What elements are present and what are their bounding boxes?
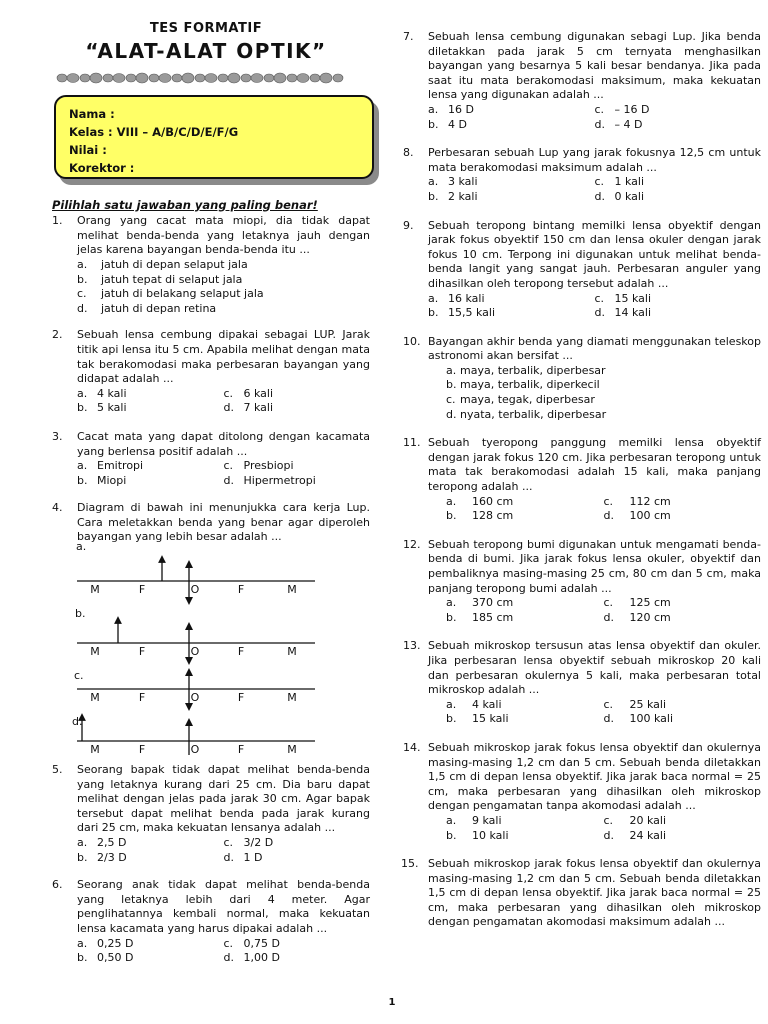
id-box-panel	[54, 95, 374, 179]
tick-m: M	[90, 645, 100, 659]
question-number: 6.	[52, 878, 63, 892]
option-c[interactable]: c. 125 cm	[603, 596, 671, 610]
option-a[interactable]: a. maya, terbalik, diperbesar	[446, 363, 606, 377]
option-b[interactable]: b. 5 kali	[77, 401, 127, 415]
tick-f: F	[237, 645, 245, 659]
tick-m: M	[90, 743, 100, 757]
diagram-label-d[interactable]: d.	[72, 715, 83, 729]
option-d[interactable]: d. 14 kali	[594, 306, 652, 320]
option-b[interactable]: b. 0,50 D	[77, 951, 134, 965]
tick-o: O	[190, 583, 200, 597]
option-b[interactable]: b. 185 cm	[446, 610, 514, 624]
page-number: 1	[388, 997, 396, 1008]
option-d[interactable]: d. Hipermetropi	[223, 473, 316, 487]
option-b[interactable]: b. 15,5 kali	[428, 306, 496, 320]
option-a[interactable]: a. 4 kali	[77, 386, 127, 400]
tick-o: O	[190, 645, 200, 659]
option-a[interactable]: a. 370 cm	[446, 596, 514, 610]
question-13	[403, 639, 761, 727]
option-a[interactable]: a. 4 kali	[446, 697, 502, 711]
option-a[interactable]: a. Emitropi	[77, 459, 144, 473]
option-a[interactable]: a. 160 cm	[446, 494, 514, 508]
option-c[interactable]: c. 1 kali	[594, 175, 645, 189]
question-14	[403, 741, 761, 843]
diagram-label-a[interactable]: a.	[76, 540, 87, 554]
class-field[interactable]: Kelas : VIII – A/B/C/D/E/F/G	[69, 124, 239, 139]
question-text: Bayangan akhir benda yang diamati menggunakan teleskop astronomi akan bersifat ...	[428, 334, 761, 363]
right-column	[403, 30, 761, 930]
score-field[interactable]: Nilai :	[69, 142, 107, 157]
option-a[interactable]: a. 3 kali	[428, 175, 478, 189]
question-text: Sebuah lensa cembung dipakai sebagai LUP. Jarak titik api lensa itu 5 cm. Apabila melihat dengan mata tak berakomodasi maka perbesaran bayangan yang didapat adalah ...	[77, 328, 370, 386]
question-6	[52, 878, 370, 966]
option-b[interactable]: b. maya, terbalik, diperkecil	[446, 378, 600, 392]
option-d[interactable]: d. jatuh di depan retina	[77, 301, 217, 315]
question-number: 7.	[403, 30, 414, 43]
option-c[interactable]: c. 0,75 D	[223, 936, 280, 950]
question-text: Sebuah teropong bumi digunakan untuk mengamati benda-benda di bumi. Jika jarak fokus lensa okuler, obyektif dan pembaliknya masing-masing 25 cm, 80 cm dan 5 cm, maka panjang teropong bumi adalah ...	[428, 537, 761, 595]
question-7	[403, 30, 761, 132]
question-11	[403, 436, 761, 524]
question-text: Diagram di bawah ini menunjukka cara kerja Lup. Cara meletakkan benda yang benar agar diperoleh bayangan yang lebih besar adalah ...	[77, 501, 370, 544]
answer-options	[428, 698, 761, 727]
option-d[interactable]: d. 24 kali	[603, 828, 667, 842]
question-number: 5.	[52, 763, 63, 777]
question-12	[403, 538, 761, 626]
option-d[interactable]: d. nyata, terbalik, diperbesar	[446, 407, 607, 421]
answer-options	[428, 292, 761, 321]
question-15	[403, 857, 761, 930]
answer-options	[77, 459, 370, 488]
question-number: 1.	[52, 214, 63, 228]
option-a[interactable]: a. 16 D	[428, 102, 474, 116]
question-text: Seorang anak tidak dapat melihat benda-benda yang letaknya lebih dari 4 meter. Agar penglihatannya kembali normal, maka kekuatan lensa kacamata yang harus dipakai adalah ...	[77, 878, 370, 935]
student-id-box	[54, 95, 382, 187]
question-number: 11.	[403, 436, 421, 450]
option-c[interactable]: c. Presbiopi	[223, 459, 294, 473]
option-a[interactable]: a. jatuh di depan selaput jala	[77, 257, 248, 271]
page-subtitle: TES FORMATIF	[149, 21, 263, 36]
option-a[interactable]: a. 16 kali	[428, 291, 485, 305]
option-d[interactable]: d. 1 D	[223, 850, 263, 864]
option-c[interactable]: c. 15 kali	[594, 291, 652, 305]
question-1	[52, 214, 370, 316]
tick-m: M	[287, 645, 297, 659]
option-d[interactable]: d. – 4 D	[594, 117, 643, 131]
question-number: 8.	[403, 146, 414, 160]
question-text: Perbesaran sebuah Lup yang jarak fokusnya 12,5 cm untuk mata berakomodasi maksimum adalah ...	[428, 146, 761, 174]
option-c[interactable]: c. jatuh di belakang selaput jala	[77, 287, 264, 301]
option-d[interactable]: d. 0 kali	[594, 189, 645, 203]
question-number: 15.	[401, 857, 419, 871]
option-c[interactable]: c. maya, tegak, diperbesar	[446, 393, 595, 407]
tick-o: O	[190, 691, 200, 705]
pebble-divider	[56, 71, 370, 85]
question-text: Sebuah mikroskop jarak fokus lensa obyektif dan okulernya masing-masing 1,2 cm dan 5 cm. Sebuah benda diletakkan 1,5 cm di depan lensa obyektif. Jika jarak baca normal = 25 cm, maka perbesaran yang dihasilkan oleh mikroskop dengan pengamatan akomodasi maksimum adalah ...	[428, 857, 761, 929]
tick-o: O	[190, 743, 200, 757]
tick-m: M	[287, 691, 297, 705]
option-c[interactable]: c. 25 kali	[603, 697, 667, 711]
question-number: 9.	[403, 218, 414, 232]
corrector-field[interactable]: Korektor :	[69, 160, 135, 175]
tick-m: M	[90, 583, 100, 597]
option-a[interactable]: a. 2,5 D	[77, 836, 127, 850]
question-number: 3.	[52, 429, 63, 443]
answer-options	[77, 937, 370, 966]
option-b[interactable]: b. 2 kali	[428, 189, 478, 203]
answer-options	[77, 387, 370, 416]
question-4	[52, 501, 370, 755]
question-10	[403, 335, 761, 423]
question-8	[403, 146, 761, 204]
name-field[interactable]: Nama :	[69, 106, 115, 121]
diagram-label-c[interactable]: c.	[74, 669, 84, 683]
option-d[interactable]: d. 100 kali	[603, 712, 674, 726]
option-d[interactable]: d. 100 cm	[603, 509, 671, 523]
instruction-text: Pilihlah satu jawaban yang paling benar!	[52, 197, 318, 212]
tick-m: M	[287, 583, 297, 597]
question-number: 12.	[403, 537, 421, 551]
question-text: Sebuah teropong bintang memilki lensa obyektif dengan jarak fokus obyektif 150 cm dan lensa okuler dengan jarak fokus 10 cm. Terpong ini digunakan untuk melihat benda-benda langit yang sangat jauh. Perbesaran anguler yang dihasilkan oleh teropong tersebut adalah ...	[428, 218, 761, 290]
question-text: Orang yang cacat mata miopi, dia tidak dapat melihat benda-benda yang letaknya jauh dengan jelas karena bayangan benda-benda itu ...	[77, 214, 370, 257]
question-number: 13.	[403, 639, 421, 653]
answer-options	[428, 596, 761, 625]
question-number: 10.	[403, 334, 421, 348]
question-number: 2.	[52, 328, 63, 342]
option-b[interactable]: b. 15 kali	[446, 712, 509, 726]
option-b[interactable]: b. 4 D	[428, 117, 467, 131]
diagram-label-b[interactable]: b.	[75, 607, 86, 621]
question-number: 4.	[52, 501, 63, 515]
option-b[interactable]: b. 10 kali	[446, 828, 509, 842]
question-text: Sebuah mikroskop tersusun atas lensa obyektif dan okuler. Jika perbesaran lensa obyektif sebuah mikroskop 20 kali dan perbesaran okulernya 5 kali, maka perbesaran total mikroskop adalah ...	[428, 639, 761, 697]
answer-options	[77, 258, 370, 316]
question-number: 14.	[403, 740, 421, 754]
page-title: “ALAT-ALAT OPTIK”	[85, 38, 327, 63]
question-text: Sebuah tyeropong panggung memilki lensa obyektif dengan jarak fokus 120 cm. Jika perbesaran teropong untuk mata tak berakomodasi adalah 15 kali, maka panjang teropong adalah ...	[428, 436, 761, 494]
answer-options	[428, 364, 761, 422]
answer-options	[428, 495, 761, 524]
question-2	[52, 328, 370, 416]
question-5	[52, 763, 370, 865]
option-c[interactable]: c. 20 kali	[603, 813, 667, 827]
question-text: Seorang bapak tidak dapat melihat benda-benda yang letaknya kurang dari 25 cm. Dia baru dapat melihat dengan jelas pada jarak 30 cm. Agar bapak tersebut dapat melihat benda pada jarak kurang dari 25 cm, maka kekuatan lensanya adalah ...	[77, 763, 370, 835]
tick-f: F	[138, 583, 146, 597]
option-b[interactable]: b. 2/3 D	[77, 850, 127, 864]
option-d[interactable]: d. 120 cm	[603, 610, 671, 624]
option-a[interactable]: a. 9 kali	[446, 813, 502, 827]
answer-options	[77, 836, 370, 865]
option-d[interactable]: d. 7 kali	[223, 401, 274, 415]
lens-diagram	[72, 540, 377, 757]
tick-m: M	[287, 743, 297, 757]
option-c[interactable]: c. 6 kali	[223, 386, 274, 400]
lens-diagram-svg	[77, 545, 377, 755]
left-column	[52, 22, 370, 966]
option-c[interactable]: c. – 16 D	[594, 102, 650, 116]
answer-options	[428, 175, 761, 204]
answer-options	[428, 103, 761, 132]
question-9	[403, 219, 761, 321]
option-b[interactable]: b. 128 cm	[446, 509, 514, 523]
question-text: Sebuah lensa cembung digunakan sebagi Lup. Jika benda diletakkan pada jarak 5 cm ternyata menghasilkan bayangan yang besarnya 5 kali besar bendanya. Jika pada saat itu mata berakomodasi maksimum, maka kekuatan lensa yang digunakan adalah ...	[428, 30, 761, 102]
answer-options	[428, 814, 761, 843]
option-b[interactable]: b. jatuh tepat di selaput jala	[77, 272, 243, 286]
tick-f: F	[237, 691, 245, 705]
tick-f: F	[138, 691, 146, 705]
tick-f: F	[138, 743, 146, 757]
diagram-row-a	[77, 559, 315, 605]
tick-f: F	[237, 583, 245, 597]
option-a[interactable]: a. 0,25 D	[77, 936, 134, 950]
option-d[interactable]: d. 1,00 D	[223, 951, 280, 965]
tick-f: F	[138, 645, 146, 659]
question-text: Sebuah mikroskop jarak fokus lensa obyektif dan okulernya masing-masing 1,2 cm dan 5 cm. Sebuah benda diletakkan 1,5 cm di depan lensa obyektif. Jika jarak baca normal = 25 cm, maka perbesaran yang dihasilkan oleh mikroskop dengan pengamatan tanpa akomodasi adalah ...	[428, 740, 761, 813]
option-b[interactable]: b. Miopi	[77, 473, 127, 487]
question-3	[52, 430, 370, 488]
tick-m: M	[90, 691, 100, 705]
option-c[interactable]: c. 3/2 D	[223, 836, 274, 850]
option-c[interactable]: c. 112 cm	[603, 494, 671, 508]
tick-f: F	[237, 743, 245, 757]
question-text: Cacat mata yang dapat ditolong dengan kacamata yang berlensa positif adalah ...	[77, 429, 370, 458]
